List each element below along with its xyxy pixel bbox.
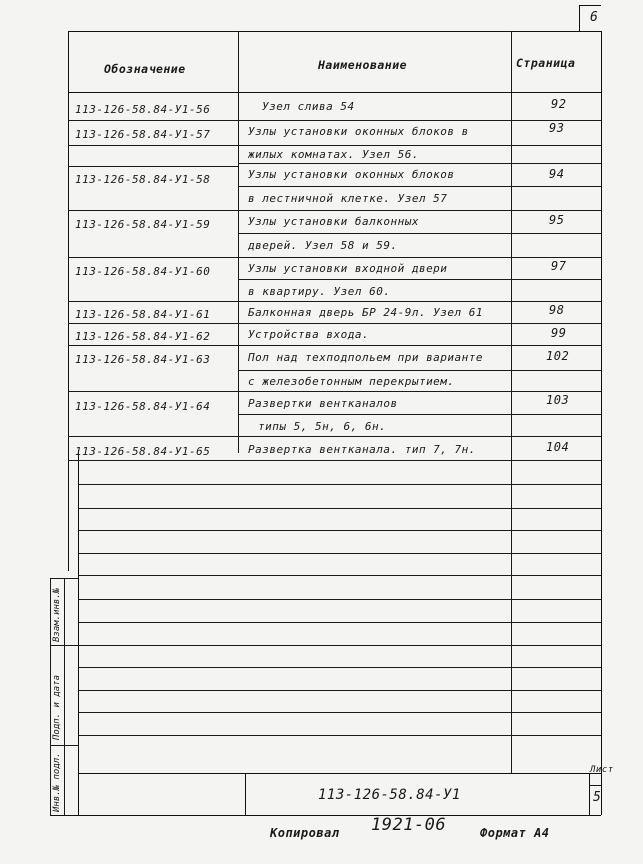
row-code: 113-126-58.84-У1-62 <box>75 330 211 343</box>
corner-box-left <box>579 5 580 31</box>
empty-row-line <box>78 735 601 736</box>
row-line <box>68 166 238 167</box>
empty-row-line <box>78 712 601 713</box>
empty-row-line <box>78 645 601 646</box>
empty-row-line <box>78 575 601 576</box>
row-name: Балконная дверь БР 24-9л. Узел 61 <box>248 306 484 319</box>
empty-row-line <box>78 530 601 531</box>
empty-row-line <box>78 599 601 600</box>
row-line <box>68 345 601 346</box>
row-line <box>68 460 601 461</box>
header-code: Обозначение <box>104 62 186 76</box>
stamp-replace-inv: Взам.инв.№ <box>52 587 62 642</box>
row-name-cont: жилых комнатах. Узел 56. <box>248 148 419 161</box>
row-code: 113-126-58.84-У1-59 <box>75 218 211 231</box>
column-separator-page <box>511 31 512 773</box>
row-code: 113-126-58.84-У1-65 <box>75 445 211 458</box>
empty-row-line <box>78 484 601 485</box>
row-line <box>68 257 601 258</box>
row-name: Развертка вентканала. тип 7, 7н. <box>248 443 476 456</box>
footer-handwritten-number: 1921-06 <box>371 815 447 835</box>
row-name-cont: с железобетонным перекрытием. <box>248 375 455 388</box>
row-line <box>68 210 601 211</box>
row-line <box>68 323 601 324</box>
title-block-top <box>78 773 601 774</box>
row-code: 113-126-58.84-У1-56 <box>75 103 211 116</box>
corner-sheet-number: 6 <box>590 10 599 25</box>
frame-left-lower <box>78 450 79 815</box>
sheet-number: 5 <box>593 790 602 805</box>
row-page: 103 <box>546 393 570 407</box>
sheet-cell-divider <box>589 785 601 786</box>
row-code: 113-126-58.84-У1-61 <box>75 308 211 321</box>
stamp-divider <box>50 645 78 646</box>
row-name: Устройства входа. <box>248 328 370 341</box>
row-line <box>238 370 601 371</box>
empty-row-line <box>78 690 601 691</box>
row-page: 99 <box>551 326 567 340</box>
row-name: Пол над техподпольем при варианте <box>248 351 484 364</box>
sheet-label: Лист <box>590 765 614 775</box>
row-name: Узлы установки оконных блоков в <box>248 125 469 138</box>
row-page: 97 <box>551 259 567 273</box>
sheet-cell-left <box>589 773 590 815</box>
stamp-divider <box>50 745 78 746</box>
empty-row-line <box>78 667 601 668</box>
stamp-inv-no: Инв.№ подл. <box>52 752 62 812</box>
row-line <box>238 279 601 280</box>
row-line <box>238 414 601 415</box>
empty-row-line <box>78 622 601 623</box>
corner-box-top <box>579 5 601 6</box>
row-line <box>238 233 601 234</box>
row-page: 93 <box>549 121 565 135</box>
row-code: 113-126-58.84-У1-58 <box>75 173 211 186</box>
row-page: 92 <box>551 97 567 111</box>
header-bottom-line <box>68 92 601 93</box>
row-line <box>68 301 601 302</box>
row-line <box>238 186 601 187</box>
stamp-inner-edge <box>64 578 65 815</box>
frame-right <box>601 31 602 815</box>
footer-format: Формат А4 <box>480 826 550 840</box>
row-name: Узлы установки балконных <box>248 215 419 228</box>
row-name-cont: в лестничной клетке. Узел 57 <box>248 192 448 205</box>
row-page: 104 <box>546 440 570 454</box>
row-page: 98 <box>549 303 565 317</box>
row-page: 102 <box>546 349 570 363</box>
row-name: Развертки вентканалов <box>248 397 398 410</box>
row-page: 94 <box>549 167 565 181</box>
column-separator-code <box>238 31 239 453</box>
stamp-top <box>50 578 78 579</box>
row-name-cont: в квартиру. Узел 60. <box>248 285 391 298</box>
row-line <box>68 145 601 146</box>
row-line <box>68 436 601 437</box>
row-name: Узлы установки входной двери <box>248 262 448 275</box>
row-code: 113-126-58.84-У1-63 <box>75 353 211 366</box>
row-code: 113-126-58.84-У1-57 <box>75 128 211 141</box>
row-line <box>238 163 601 164</box>
row-line <box>68 120 601 121</box>
frame-bottom <box>50 815 601 816</box>
frame-top <box>68 31 601 32</box>
title-block-left <box>245 773 246 815</box>
row-name-cont: типы 5, 5н, 6, 6н. <box>258 420 387 433</box>
empty-row-line <box>78 508 601 509</box>
title-designation: 113-126-58.84-У1 <box>318 787 461 803</box>
row-page: 95 <box>549 213 565 227</box>
row-line <box>68 391 601 392</box>
row-code: 113-126-58.84-У1-64 <box>75 400 211 413</box>
row-code: 113-126-58.84-У1-60 <box>75 265 211 278</box>
header-page: Страница <box>516 56 576 70</box>
footer-copied: Копировал <box>270 826 340 840</box>
header-name: Наименование <box>318 58 408 72</box>
row-name-cont: дверей. Узел 58 и 59. <box>248 239 398 252</box>
stamp-sign-date: Подп. и дата <box>52 674 62 740</box>
row-name: Узел слива 54 <box>262 100 355 113</box>
empty-row-line <box>78 553 601 554</box>
row-name: Узлы установки оконных блоков <box>248 168 455 181</box>
